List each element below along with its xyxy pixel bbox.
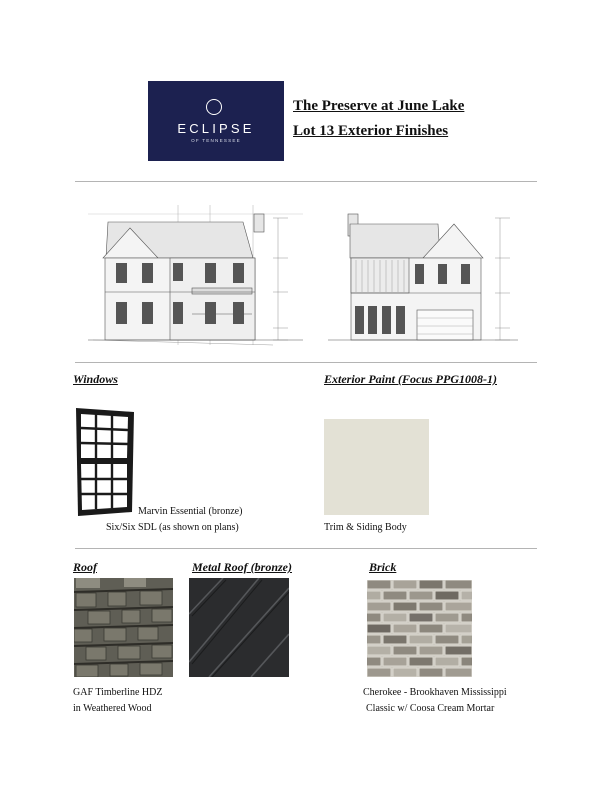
windows-heading: Windows [73,372,118,386]
windows-caption-line2: Six/Six SDL (as shown on plans) [106,522,239,533]
eclipse-logo [148,81,284,161]
roof-shingle-photo [74,578,173,677]
metal-roof-heading: Metal Roof (bronze) [192,560,292,574]
logo-wordmark: ECLIPSE [177,121,255,136]
brick-caption-line1: Cherokee - Brookhaven Mississippi [363,687,507,698]
divider-bottom [75,548,537,549]
page-title-line2: Lot 13 Exterior Finishes [293,123,449,139]
roof-heading: Roof [73,560,97,574]
divider-middle [75,362,537,363]
paint-caption: Trim & Siding Body [324,522,407,533]
front-elevation-drawing [88,205,303,345]
elevation-drawings [88,200,528,350]
roof-caption-line2: in Weathered Wood [73,703,152,714]
rear-elevation-drawing [328,214,518,340]
page-title-line1: The Preserve at June Lake [293,98,465,114]
metal-roof-photo [189,578,289,677]
brick-caption-line2: Classic w/ Coosa Cream Mortar [366,703,495,714]
brick-photo [367,580,472,677]
paint-color-swatch [324,419,429,515]
brick-heading: Brick [369,560,397,574]
exterior-paint-heading: Exterior Paint (Focus PPG1008-1) [324,372,497,386]
logo-subtitle: OF TENNESSEE [191,138,241,143]
windows-caption-line1: Marvin Essential (bronze) [138,506,243,517]
logo-ring-icon [206,99,222,115]
window-photo [72,404,136,516]
divider-top [75,181,537,182]
roof-caption-line1: GAF Timberline HDZ [73,687,163,698]
